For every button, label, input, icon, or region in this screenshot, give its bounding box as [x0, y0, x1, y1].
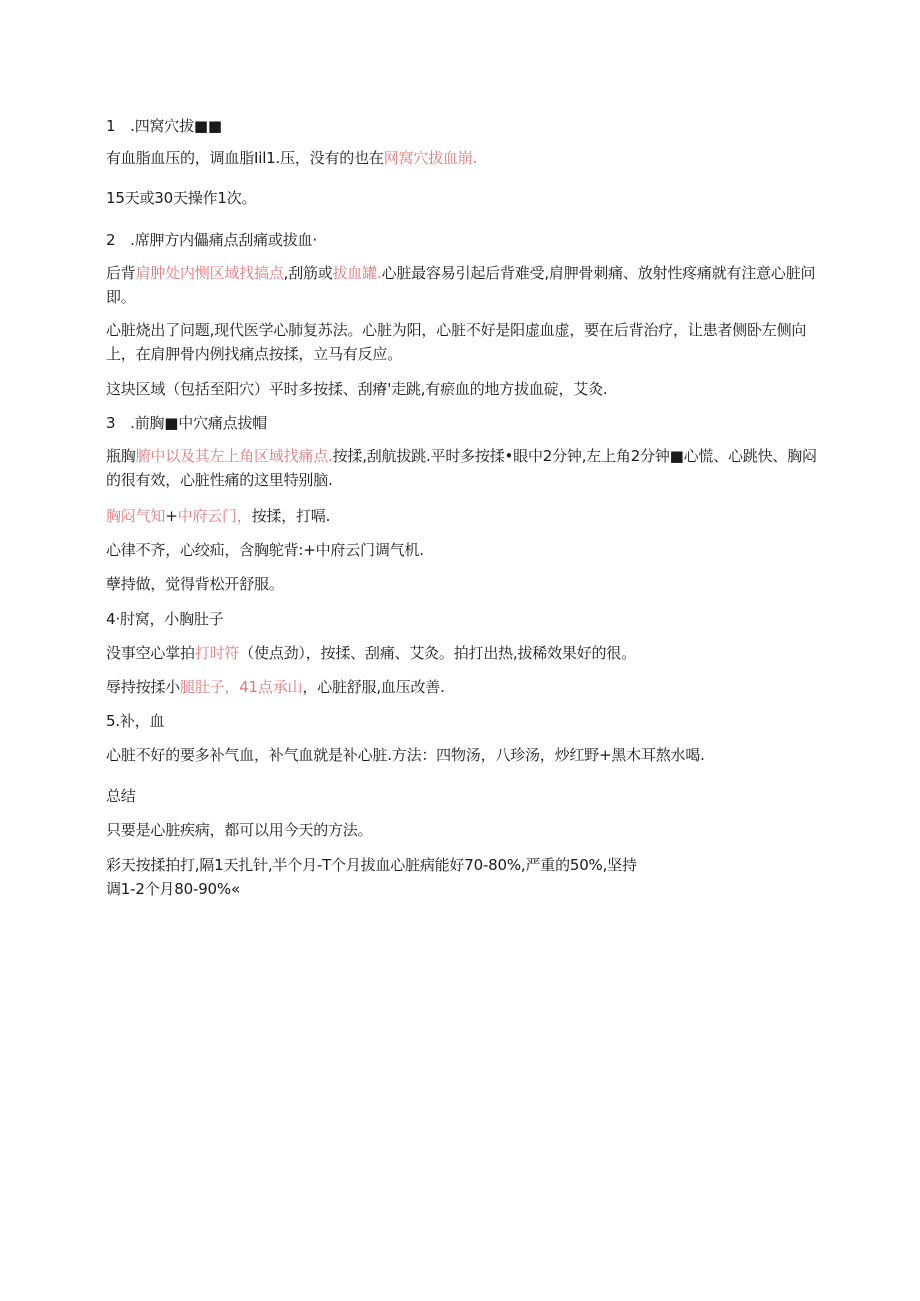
- highlighted-text: 腿肚子，41点承山: [180, 678, 303, 696]
- section-4-paragraph-1: 没事空心掌拍打时符（使点劲），按揉、刮痛、艾灸。拍打出热,拔稀效果好的很。: [106, 644, 636, 662]
- section-5-paragraph-1: 心脏不好的要多补气血，补气血就是补心脏.方法：四物汤，八珍汤，炒红野+黑木耳熬水喝.: [106, 746, 705, 764]
- section-5-heading: 5.补，血: [106, 712, 165, 730]
- section-3-paragraph-4: 孽持做，觉得背松开舒服。: [106, 575, 284, 593]
- summary-heading: 总结: [106, 787, 136, 805]
- section-4-paragraph-2: 辱持按揉小腿肚子，41点承山，心脏舒服,血压改善.: [106, 678, 445, 696]
- section-3-paragraph-2: 胸闷气知+中府云门，按揉，打嗝.: [106, 507, 331, 525]
- highlighted-text: 打时符: [194, 644, 240, 662]
- section-3-heading: 3 .前胸■中穴痛点拔帽: [106, 414, 268, 432]
- section-2-paragraph-3: 这块区域（包括至阳穴）平时多按揉、刮瘠'走跳,有瘀血的地方拔血碇，艾灸.: [106, 380, 608, 398]
- section-4-heading: 4·肘窝，小胸肚子: [106, 610, 224, 628]
- highlighted-text: 肩肿处内恻区域找搞点: [135, 264, 284, 282]
- section-1-paragraph-2: 15天或30天操作1次。: [106, 189, 257, 207]
- summary-paragraph-2-line-1: 彩天按揉拍打,隔1天扎针,半个月-T个月拔血心脏病能好70-80%,严重的50%,坚持: [106, 856, 637, 874]
- section-2-heading: 2 .席胛方内儡痛点刮痛或拔血·: [106, 231, 317, 249]
- section-2-paragraph-2: 心脏烧出了问题,现代医学心肺复苏法。心脏为阳，心脏不好是阳虚血虚，要在后背治疗，让患者侧卧左侧向上，在肩胛骨内例找痛点按揉，立马有反应。: [106, 321, 807, 363]
- summary-paragraph-1: 只要是心脏疾病，都可以用今天的方法。: [106, 821, 373, 839]
- highlighted-text: 胸闷气知: [106, 507, 166, 525]
- highlighted-text: 网窝穴拔血崩.: [383, 149, 478, 167]
- section-1-paragraph-1: 有血脂血压的，调血脂Iil1.压，没有的也在网窝穴拔血崩.: [106, 149, 478, 167]
- section-2-paragraph-1: 后背肩肿处内恻区域找搞点,刮筋或拔血罐.心脏最容易引起后背难受,肩胛骨刺痛、放射性疼痛就有注意心脏问即。: [106, 264, 816, 306]
- summary-paragraph-2-line-2: 调1-2个月80-90%«: [106, 880, 240, 898]
- highlighted-text: 腑中以及其左上角区域找痛点.: [135, 447, 333, 465]
- highlighted-text: 中府云门，: [177, 507, 252, 525]
- highlighted-text: 拔血罐.: [332, 264, 382, 282]
- section-3-paragraph-3: 心律不齐，心绞疝，含胸鸵背:+中府云门调气机.: [106, 541, 424, 559]
- section-3-paragraph-1: 瓶胸腑中以及其左上角区域找痛点.按揉,刮航拔跳.平时多按揉•眼中2分钟,左上角2分钟■心慌、心跳快、胸闷的很有效，心脏性痛的这里特别脑.: [106, 447, 817, 489]
- section-1-heading: 1 .四窝穴拔■■: [106, 117, 222, 135]
